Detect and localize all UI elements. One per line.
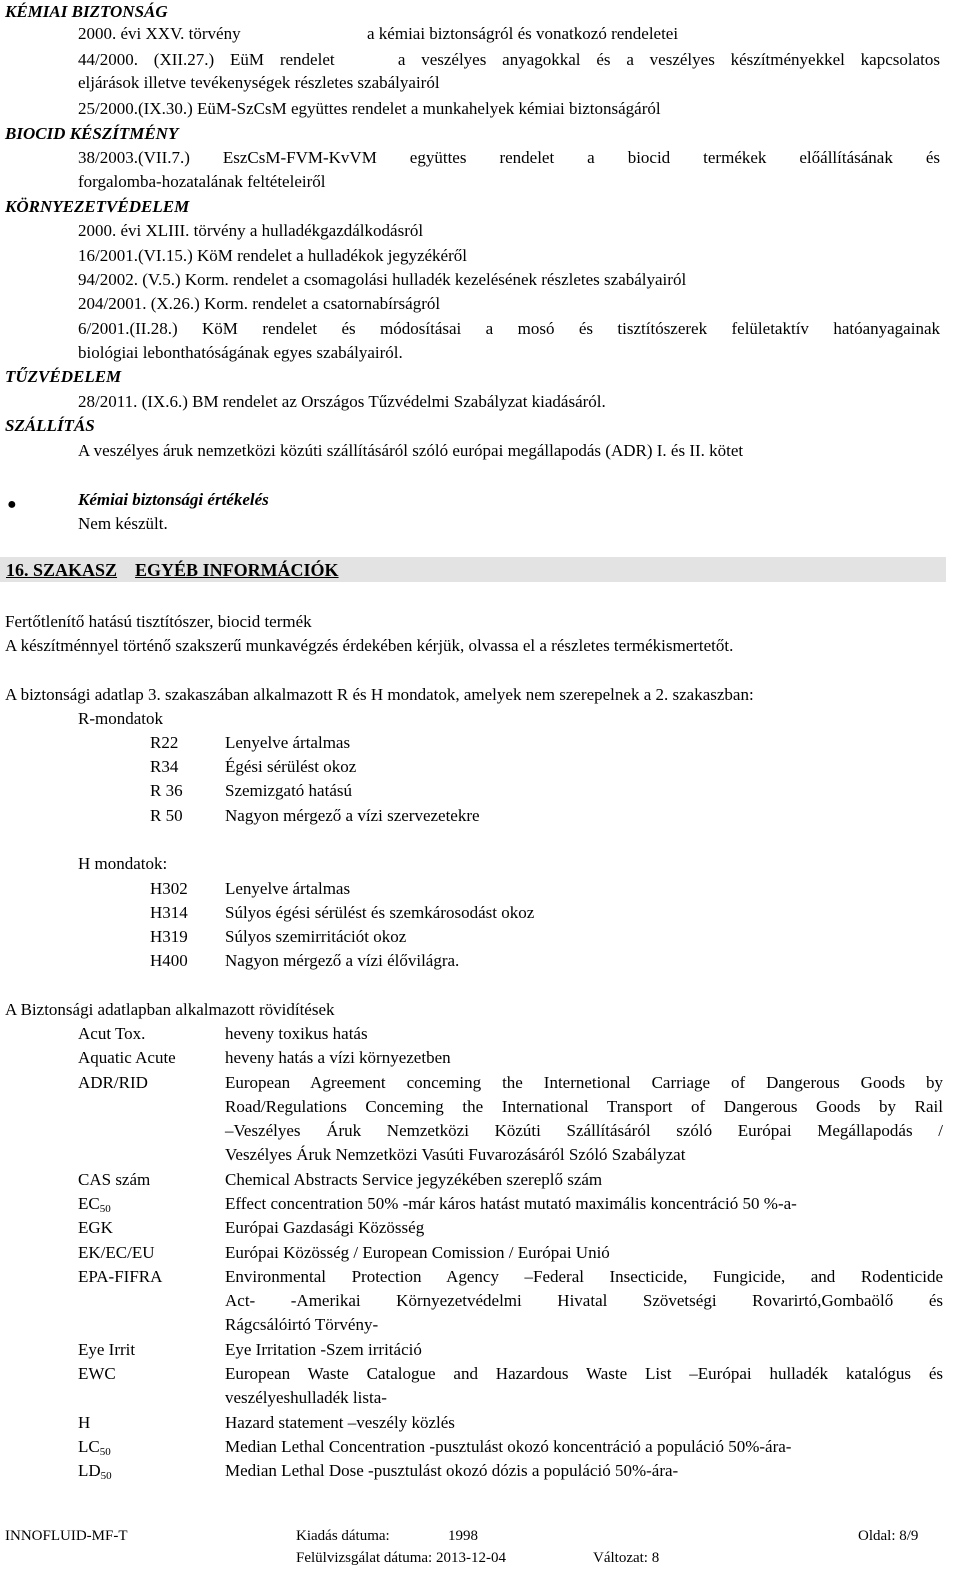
abbrev-term: H xyxy=(78,1413,91,1432)
footer-page: Oldal: 8/9 xyxy=(858,1528,919,1544)
abbrev-def: Rágcsálóirtó Törvény- xyxy=(225,1315,379,1334)
regulation-line: 2000. évi XLIII. törvény a hulladékgazdálkodásról xyxy=(78,221,424,240)
regulation-line: eljárások illetve tevékenységek részletes szabályairól xyxy=(78,73,440,92)
abbrev-term: EGK xyxy=(78,1218,113,1237)
footer-review: Felülvizsgálat dátuma: 2013-12-04 xyxy=(296,1550,506,1566)
phrase-code: R 50 xyxy=(150,806,183,825)
regulation-line: 38/2003.(VII.7.) EszCsM-FVM-KvVM együttes rendelet a biocid termékek előállításának és xyxy=(78,148,940,167)
abbrev-term-sub: 50 xyxy=(99,1446,111,1458)
phrase-text: Nagyon mérgező a vízi élővilágra. xyxy=(225,951,460,970)
abbrev-def: Effect concentration 50% -már káros hatást mutató maximális koncentráció 50 %-a- xyxy=(225,1194,797,1213)
abbrev-term-main: EC xyxy=(78,1194,100,1213)
regulation-line: 25/2000.(IX.30.) EüM-SzCsM együttes rendelet a munkahelyek kémiai biztonságáról xyxy=(78,99,661,118)
footer-version: Változat: 8 xyxy=(593,1550,660,1566)
ertekeles-heading: Kémiai biztonsági értékelés xyxy=(78,490,269,509)
phrase-text: Lenyelve ártalmas xyxy=(225,879,351,898)
biocid-heading: BIOCID KÉSZÍTMÉNY xyxy=(5,124,179,143)
abbrev-def: heveny toxikus hatás xyxy=(225,1024,368,1043)
bullet-icon: ● xyxy=(7,496,17,513)
abbrev-term-sub: 50 xyxy=(100,1470,112,1482)
abbrev-def: Median Lethal Dose -pusztulást okozó dózis a populáció 50%-ára- xyxy=(225,1461,679,1480)
section-name: EGYÉB INFORMÁCIÓK xyxy=(135,560,339,580)
footer-product: INNOFLUID-MF-T xyxy=(5,1528,128,1544)
tuz-heading: TŰZVÉDELEM xyxy=(5,367,122,386)
abbrev-term: CAS szám xyxy=(78,1170,151,1189)
section-title xyxy=(6,560,357,581)
abbrev-def: Eye Irritation -Szem irritáció xyxy=(225,1340,422,1359)
regulation-line: 16/2001.(VI.15.) KöM rendelet a hulladékok jegyzékéről xyxy=(78,246,467,265)
intro-line: Fertőtlenítő hatású tisztítószer, biocid termék xyxy=(5,612,312,631)
abbrev-def: Európai Közösség / European Comission / Európai Unió xyxy=(225,1243,610,1262)
abbrev-term: Acut Tox. xyxy=(78,1024,146,1043)
abbrev-term: Eye Irrit xyxy=(78,1340,136,1359)
phrase-text: Súlyos égési sérülést és szemkárosodást okoz xyxy=(225,903,535,922)
kemiai-heading: KÉMIAI BIZTONSÁG xyxy=(5,2,168,21)
abbrev-def: Environmental Protection Agency –Federal Insecticide, Fungicide, and Rodenticide xyxy=(225,1267,943,1286)
abbrev-term-main: LD xyxy=(78,1461,101,1480)
abbrev-term xyxy=(78,1194,111,1219)
ertekeles-text: Nem készült. xyxy=(78,514,168,533)
section-number: 16. SZAKASZ xyxy=(6,560,118,580)
abbrev-heading: A Biztonsági adatlapban alkalmazott rövidítések xyxy=(5,1000,335,1019)
abbrev-term xyxy=(78,1461,112,1486)
phrase-code: R34 xyxy=(150,757,179,776)
abbrev-term-main: LC xyxy=(78,1437,100,1456)
h-phrases-label: H mondatok: xyxy=(78,854,168,873)
phrase-text: Égési sérülést okoz xyxy=(225,757,357,776)
regulation-line: biológiai lebonthatóságának egyes szabályairól. xyxy=(78,343,403,362)
abbrev-def: European Waste Catalogue and Hazardous Waste List –Európai hulladék katalógus és xyxy=(225,1364,943,1383)
kornyezet-heading: KÖRNYEZETVÉDELEM xyxy=(5,197,190,216)
footer-issue-value: 1998 xyxy=(448,1528,478,1544)
abbrev-term: EPA-FIFRA xyxy=(78,1267,163,1286)
regulation-line: 204/2001. (X.26.) Korm. rendelet a csatornabírságról xyxy=(78,294,441,313)
regulation-line: 28/2011. (IX.6.) BM rendelet az Országos Tűzvédelmi Szabályzat kiadásáról. xyxy=(78,392,606,411)
abbrev-def: Hazard statement –veszély közlés xyxy=(225,1413,455,1432)
phrase-code: H302 xyxy=(150,879,188,898)
law-ref: 2000. évi XXV. törvény xyxy=(78,24,241,43)
abbrev-def: Veszélyes Áruk Nemzetközi Vasúti Fuvarozásáról Szóló Szabályzat xyxy=(225,1145,686,1164)
phrase-code: H400 xyxy=(150,951,188,970)
regulation-line: forgalomba-hozatalának feltételeiről xyxy=(78,172,326,191)
regulation-line: A veszélyes áruk nemzetközi közúti szállításáról szóló európai megállapodás (ADR) I. és II. kötet xyxy=(78,441,744,460)
phrase-text: Nagyon mérgező a vízi szervezetekre xyxy=(225,806,480,825)
abbrev-def: –Veszélyes Áruk Nemzetközi Közúti Szállításáról szóló Európai Megállapodás / xyxy=(225,1121,943,1140)
abbrev-def: European Agreement conceming the Internetional Carriage of Dangerous Goods by xyxy=(225,1073,943,1092)
law-title: a kémiai biztonságról és vonatkozó rendeletei xyxy=(367,24,679,43)
regulation-line: 94/2002. (V.5.) Korm. rendelet a csomagolási hulladék kezelésének részletes szabályairól xyxy=(78,270,687,289)
phrase-code: R 36 xyxy=(150,781,183,800)
abbrev-term: EK/EC/EU xyxy=(78,1243,155,1262)
abbrev-def: veszélyeshulladék lista- xyxy=(225,1388,387,1407)
abbrev-def: Act- -Amerikai Környezetvédelmi Hivatal Szövetségi Rovarirtó,Gombaölő és xyxy=(225,1291,943,1310)
phrase-text: Súlyos szemirritációt okoz xyxy=(225,927,407,946)
abbrev-def: Median Lethal Concentration -pusztulást okozó koncentráció a populáció 50%-ára- xyxy=(225,1437,792,1456)
intro-line: A készítménnyel történő szakszerű munkavégzés érdekében kérjük, olvassa el a részletes termékismertetőt. xyxy=(5,636,734,655)
abbrev-term xyxy=(78,1437,111,1462)
abbrev-def: Chemical Abstracts Service jegyzékében szereplő szám xyxy=(225,1170,603,1189)
regulation-line: 44/2000. (XII.27.) EüM rendelet a veszélyes anyagokkal és a veszélyes készítményekkel kapcsolatos xyxy=(78,50,940,69)
abbrev-def: Road/Regulations Conceming the International Transport of Dangerous Goods by Rail xyxy=(225,1097,943,1116)
footer-issue-label: Kiadás dátuma: xyxy=(296,1528,390,1544)
abbrev-term: EWC xyxy=(78,1364,116,1383)
intro-line: A biztonsági adatlap 3. szakaszában alkalmazott R és H mondatok, amelyek nem szerepelnek a 2. szakaszban: xyxy=(5,685,754,704)
phrase-text: Lenyelve ártalmas xyxy=(225,733,351,752)
phrase-code: H319 xyxy=(150,927,188,946)
phrase-code: R22 xyxy=(150,733,179,752)
phrase-code: H314 xyxy=(150,903,188,922)
abbrev-term-sub: 50 xyxy=(99,1203,111,1215)
regulation-line: 6/2001.(II.28.) KöM rendelet és módosításai a mosó és tisztítószerek felületaktív hatóanyagainak xyxy=(78,319,940,338)
phrase-text: Szemizgató hatású xyxy=(225,781,352,800)
abbrev-def: Európai Gazdasági Közösség xyxy=(225,1218,425,1237)
abbrev-term: Aquatic Acute xyxy=(78,1048,176,1067)
abbrev-def: heveny hatás a vízi környezetben xyxy=(225,1048,451,1067)
r-phrases-label: R-mondatok xyxy=(78,709,163,728)
abbrev-term: ADR/RID xyxy=(78,1073,148,1092)
szallitas-heading: SZÁLLÍTÁS xyxy=(5,416,95,435)
